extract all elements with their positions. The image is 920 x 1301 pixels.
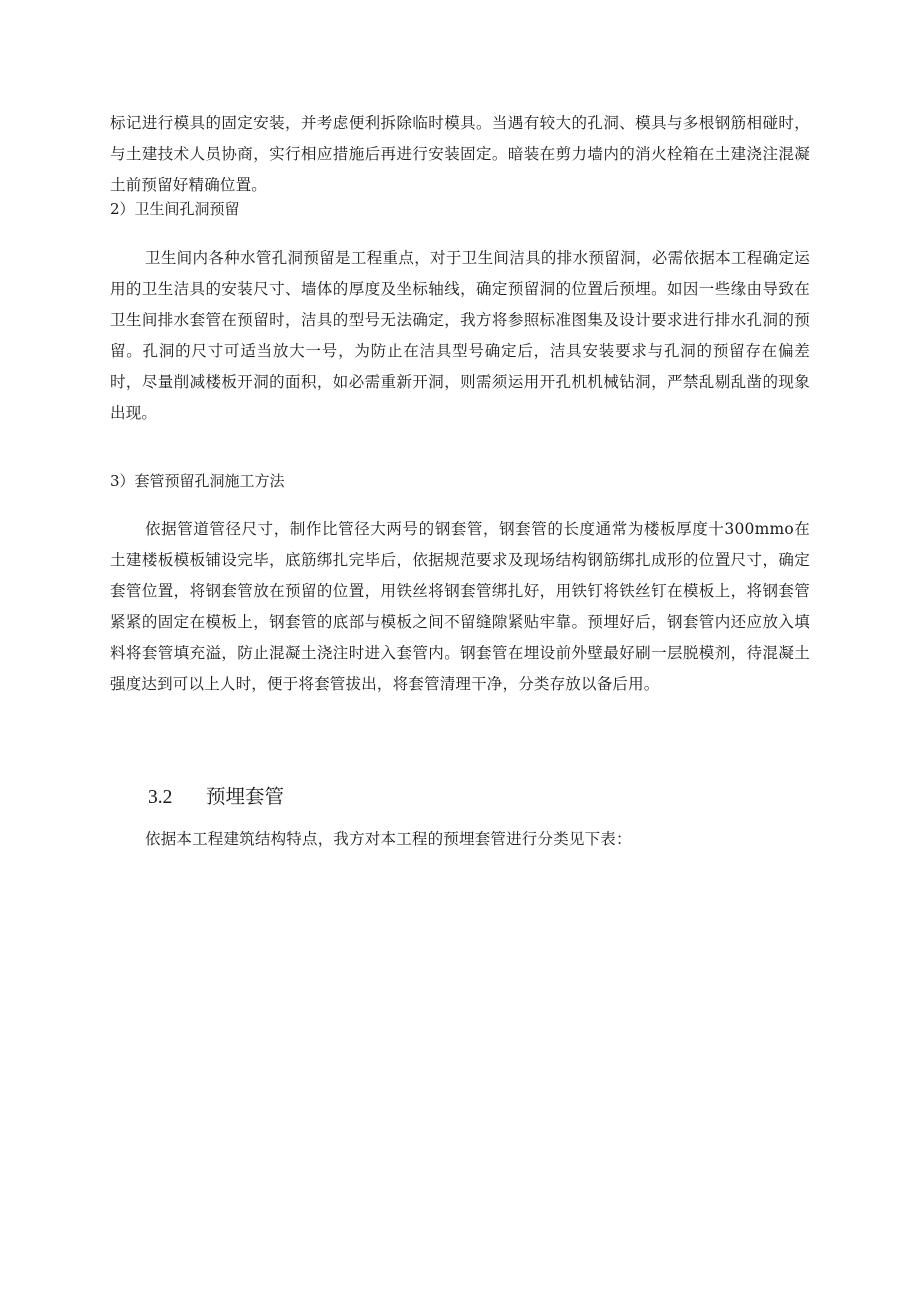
sleeve-method-paragraph: 依据管道管径尺寸，制作比管径大两号的钢套管，钢套管的长度通常为楼板厚度十300mmo在土建楼板模板铺设完毕，底筋绑扎完毕后，依据规范要求及现场结构钢筋绑扎成形的位置尺寸，确定套管位置，将钢套管放在预留的位置，用铁丝将钢套管绑扎好，用铁钉将铁丝钉在模板上，将钢套管紧紧的固定在模板上，钢套管的底部与模板之间不留缝隙紧贴牢靠。预埋好后，钢套管内还应放入填料将套管填充溢，防止混凝土浇注时进入套管内。钢套管在埋设前外壁最好刷一层脱模剂，待混凝土强度达到可以上人时，便于将套管拔出，将套管清理干净，分类存放以备后用。 (110, 520, 810, 693)
toilet-hole-paragraph: 卫生间内各种水管孔洞预留是工程重点，对于卫生间洁具的排水预留洞，必需依据本工程确定运用的卫生洁具的安装尺寸、墙体的厚度及坐标轴线，确定预留洞的位置后预埋。如因一些缘由导致在卫生间排水套管在预留时，洁具的型号无法确定，我方将参照标准图集及设计要求进行排水孔洞的预留。孔洞的尺寸可适当放大一号，为防止在洁具型号确定后，洁具安装要求与孔洞的预留存在偏差时，尽量削减楼板开洞的面积，如必需重新开洞，则需须运用开孔机机械钻洞，严禁乱剔乱凿的现象出现。 (110, 249, 810, 422)
section-intro-paragraph: 依据本工程建筑结构特点，我方对本工程的预埋套管进行分类见下表： (145, 830, 632, 848)
subheading-toilet-hole-reservation: 2）卫生间孔洞预留 (110, 200, 240, 218)
intro-paragraph: 标记进行模具的固定安装，并考虑便利拆除临时模具。当遇有较大的孔洞、模具与多根钢筋相碰时，与土建技术人员协商，实行相应措施后再进行安装固定。暗装在剪力墙内的消火栓箱在土建浇注混凝土前预留好精确位置。 (110, 114, 810, 194)
section-number: 3.2 (148, 787, 173, 808)
subheading-sleeve-method: 3）套管预留孔洞施工方法 (110, 472, 285, 490)
section-title: 预埋套管 (206, 785, 285, 808)
section-heading (148, 782, 284, 813)
